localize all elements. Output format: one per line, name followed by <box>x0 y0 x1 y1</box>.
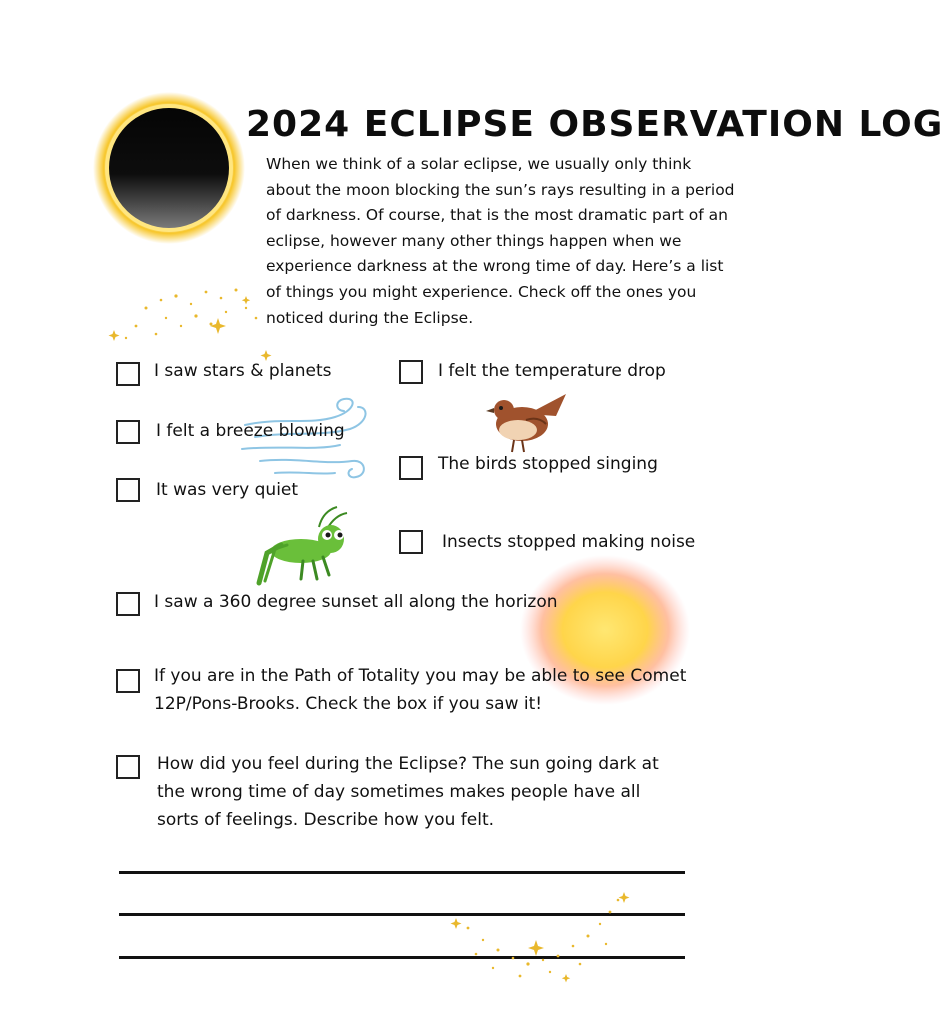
page-title: 2024 ECLIPSE OBSERVATION LOG <box>246 104 943 145</box>
checkbox-stars-planets[interactable] <box>116 362 140 386</box>
checkbox-insects[interactable] <box>399 530 423 554</box>
label-sunset: I saw a 360 degree sunset all along the horizon <box>154 592 558 612</box>
intro-paragraph: When we think of a solar eclipse, we usually only think about the moon blocking the sun’s rays resulting in a period of darkness. Of course, that is the most dramatic part of an eclipse, however many other things happen when we experience darkness at the wrong time of day. Here’s a list of things you might experience. Check off the ones you noticed during the Eclipse. <box>266 155 735 327</box>
label-temperature-drop: I felt the temperature drop <box>438 361 666 381</box>
checkbox-sunset[interactable] <box>116 592 140 616</box>
bird-icon <box>488 390 573 455</box>
checkbox-quiet[interactable] <box>116 478 140 502</box>
writing-line[interactable] <box>119 871 685 874</box>
label-feelings: How did you feel during the Eclipse? The sun going dark at the wrong time of day sometimes makes people have all sorts of feelings. Describe how you felt. <box>157 754 659 830</box>
checkbox-birds[interactable] <box>399 456 423 480</box>
checkbox-comet[interactable] <box>116 669 140 693</box>
checkbox-feelings[interactable] <box>116 755 140 779</box>
label-birds: The birds stopped singing <box>438 454 658 474</box>
eclipse-icon <box>93 92 245 244</box>
sparkles-icon <box>448 888 638 988</box>
label-insects: Insects stopped making noise <box>442 532 696 552</box>
label-comet: If you are in the Path of Totality you may be able to see Comet 12P/Pons-Brooks. Check the box if you saw it! <box>154 666 687 714</box>
label-stars-planets: I saw stars & planets <box>154 361 332 381</box>
checkbox-temperature-drop[interactable] <box>399 360 423 384</box>
sparkles-icon <box>106 278 276 368</box>
label-breeze: I felt a breeze blowing <box>156 421 345 441</box>
grasshopper-icon <box>257 505 352 587</box>
checkbox-breeze[interactable] <box>116 420 140 444</box>
label-quiet: It was very quiet <box>156 480 299 500</box>
